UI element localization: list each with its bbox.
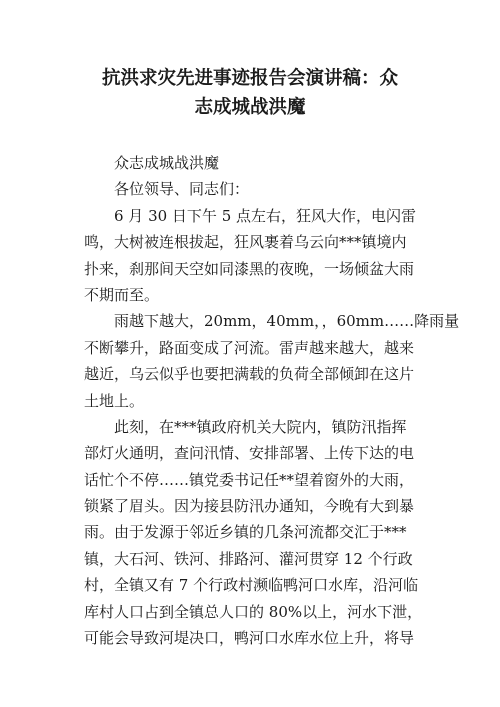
body-line: 6 月 30 日下午 5 点左右，狂风大作，电闪雷 [84,206,417,225]
title-line: 抗洪求灾先进事迹报告会演讲稿：众 [101,68,398,89]
body-line: 部灯火通明，查问汛情、安排部署、上传下达的电 [84,444,415,463]
body-line: 话忙个不停……镇党委书记任**望着窗外的大雨， [84,470,415,489]
title-line: 志成城战洪魔 [194,97,306,118]
body-line: 各位领导、同志们： [84,180,250,199]
document-body [84,150,460,651]
body-line: 镇，大石河、铁河、排路河、灌河贯穿 12 个行政 [84,549,413,568]
body-line: 不期而至。 [84,285,160,304]
body-line: 不断攀升，路面变成了河流。雷声越来越大，越来 [84,338,415,357]
body-line: 库村人口占到全镇总人口的 80%以上，河水下泄， [84,602,423,621]
body-line: 扑来，刹那间天空如同漆黑的夜晚，一场倾盆大雨 [84,259,415,278]
body-line: 此刻，在***镇政府机关大院内，镇防汛指挥 [84,417,407,436]
body-line: 鸣，大树被连根拔起，狂风裹着乌云向***镇境内 [84,233,407,252]
body-line: 锁紧了眉头。因为接县防汛办通知，今晚有大到暴 [84,497,415,516]
body-line: 雨。由于发源于邻近乡镇的几条河流都交汇于*** [84,523,407,542]
body-line: 可能会导致河堤决口，鸭河口水库水位上升，将导 [84,629,415,648]
body-line: 雨越下越大，20mm，40mm，，60mm……降雨量 [84,312,460,331]
body-line: 越近，乌云似乎也要把满载的负荷全部倾卸在这片 [84,365,415,384]
body-line: 村，全镇又有 7 个行政村濒临鸭河口水库，沿河临 [84,576,419,595]
document-title [60,64,440,122]
body-line: 众志成城战洪魔 [84,154,220,172]
body-line: 土地上。 [84,391,145,410]
